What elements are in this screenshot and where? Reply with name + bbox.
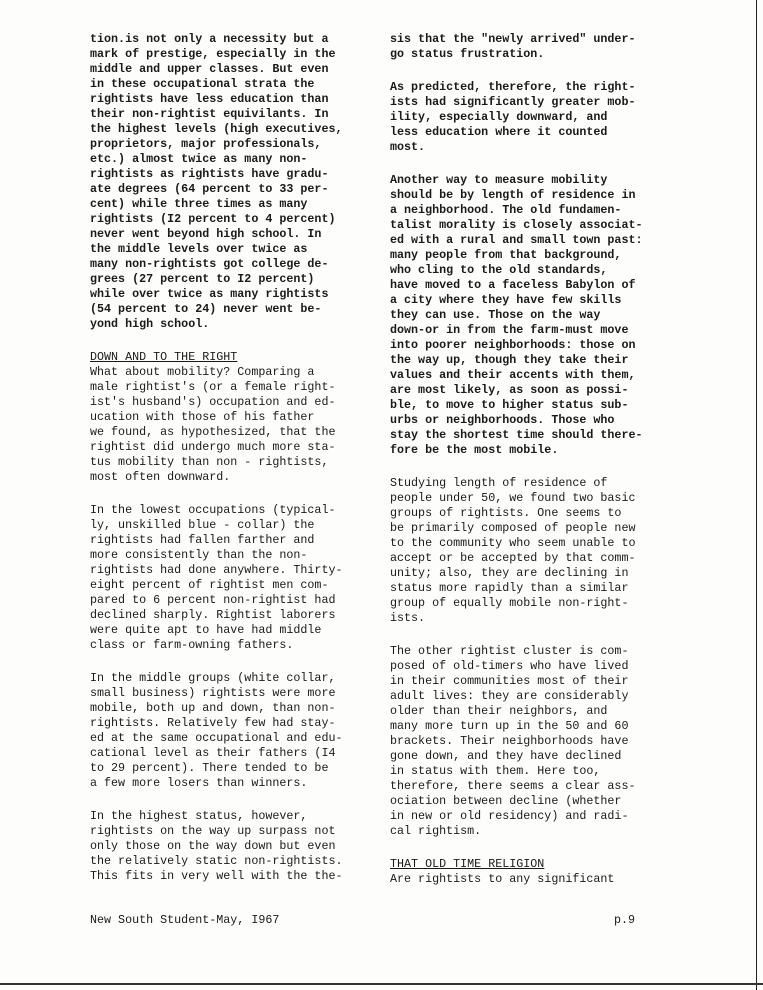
text-line: adult lives: they are considerably	[390, 689, 629, 703]
text-line: many non-rightists got college de-	[90, 257, 329, 271]
text-line: ists had significantly greater mob-	[390, 95, 636, 109]
text-line: ucation with those of his father	[90, 410, 315, 424]
text-line: older than their neighbors, and	[390, 704, 608, 718]
text-line: class or farm-owning fathers.	[90, 638, 294, 652]
text-line: group of equally mobile non-right-	[390, 596, 629, 610]
text-line: ate degrees (64 percent to 33 per-	[90, 182, 329, 196]
right-column	[390, 32, 652, 905]
right-paragraph-4	[390, 476, 652, 626]
text-line: (54 percent to 24) never went be-	[90, 302, 322, 316]
text-line: down-or in from the farm-must move	[390, 323, 629, 337]
text-line: into poorer neighborhoods: those on	[390, 338, 636, 352]
left-paragraph-4	[90, 671, 374, 791]
text-line: middle and upper classes. But even	[90, 62, 329, 76]
text-line: to the community who seem unable to	[390, 536, 636, 550]
text-line: ist's husband's) occupation and ed-	[90, 395, 336, 409]
text-line: groups of rightists. One seems to	[390, 506, 622, 520]
text-line: the highest levels (high executives,	[90, 122, 343, 136]
text-line: cal rightism.	[390, 824, 482, 838]
text-line: were quite apt to have had middle	[90, 623, 322, 637]
text-line: therefore, there seems a clear ass-	[390, 779, 636, 793]
text-line: only those on the way down but even	[90, 839, 336, 853]
text-line: the middle levels over twice as	[90, 242, 308, 256]
text-line: As predicted, therefore, the right-	[390, 80, 636, 94]
text-line: values and their accents with them,	[390, 368, 636, 382]
text-line: in new or old residency) and radi-	[390, 809, 629, 823]
text-line: urbs or neighborhoods. Those who	[390, 413, 615, 427]
text-line: tus mobility than non - rightists,	[90, 455, 329, 469]
text-line: posed of old-timers who have lived	[390, 659, 629, 673]
text-line: a few more losers than winners.	[90, 776, 308, 790]
right-paragraph-6	[390, 872, 652, 887]
text-line: ble, to move to higher status sub-	[390, 398, 629, 412]
text-line: mark of prestige, especially in the	[90, 47, 336, 61]
text-line: accept or be accepted by that comm-	[390, 551, 636, 565]
text-line: pared to 6 percent non-rightist had	[90, 593, 336, 607]
right-paragraph-5	[390, 644, 652, 839]
text-line: the way up, though they take their	[390, 353, 629, 367]
footer-page-number: p.9	[614, 913, 636, 927]
text-line: In the highest status, however,	[90, 809, 308, 823]
text-line: a city where they have few skills	[390, 293, 622, 307]
text-line: cent) while three times as many	[90, 197, 308, 211]
text-line: should be by length of residence in	[390, 188, 636, 202]
text-line: What about mobility? Comparing a	[90, 365, 315, 379]
text-line: gone down, and they have declined	[390, 749, 622, 763]
text-line: rightists on the way up surpass not	[90, 824, 336, 838]
left-paragraph-3	[90, 503, 374, 653]
page-edge-bottom	[0, 983, 763, 985]
section-heading-down-and-to-the-right: DOWN AND TO THE RIGHT	[90, 350, 238, 364]
text-line: many more turn up in the 50 and 60	[390, 719, 629, 733]
text-line: in status with them. Here too,	[390, 764, 601, 778]
text-line: less education where it counted	[390, 125, 608, 139]
left-paragraph-1	[90, 32, 374, 332]
text-line: This fits in very well with the the-	[90, 869, 343, 883]
text-line: ility, especially downward, and	[390, 110, 608, 124]
text-line: rightists (I2 percent to 4 percent)	[90, 212, 336, 226]
text-line: people under 50, we found two basic	[390, 491, 636, 505]
text-line: most often downward.	[90, 470, 231, 484]
text-line: have moved to a faceless Babylon of	[390, 278, 636, 292]
text-line: in their communities most of their	[390, 674, 629, 688]
text-line: they can use. Those on the way	[390, 308, 601, 322]
text-line: status more rapidly than a similar	[390, 581, 629, 595]
text-line: ed at the same occupational and edu-	[90, 731, 343, 745]
text-line: declined sharply. Rightist laborers	[90, 608, 336, 622]
text-line: In the lowest occupations (typical-	[90, 503, 336, 517]
text-line: cational level as their fathers (I4	[90, 746, 336, 760]
text-line: a neighborhood. The old fundamen-	[390, 203, 622, 217]
text-line: while over twice as many rightists	[90, 287, 329, 301]
footer-publication: New South Student-May, I967	[90, 913, 280, 927]
text-line: brackets. Their neighborhoods have	[390, 734, 629, 748]
text-line: who cling to the old standards,	[390, 263, 608, 277]
text-line: more consistently than the non-	[90, 548, 308, 562]
text-line: In the middle groups (white collar,	[90, 671, 336, 685]
text-line: Studying length of residence of	[390, 476, 608, 490]
text-line: ed with a rural and small town past:	[390, 233, 643, 247]
text-line: Another way to measure mobility	[390, 173, 608, 187]
text-line: tion.is not only a necessity but a	[90, 32, 329, 46]
text-line: fore be the most mobile.	[390, 443, 559, 457]
text-line: etc.) almost twice as many non-	[90, 152, 308, 166]
text-line: ists.	[390, 611, 426, 625]
text-line: Are rightists to any significant	[390, 872, 615, 886]
text-line: ociation between decline (whether	[390, 794, 622, 808]
text-line: talist morality is closely associat-	[390, 218, 643, 232]
text-line: rightist did undergo much more sta-	[90, 440, 336, 454]
text-line: The other rightist cluster is com-	[390, 644, 629, 658]
right-paragraph-3	[390, 173, 652, 458]
left-column	[90, 32, 374, 902]
text-line: we found, as hypothesized, that the	[90, 425, 336, 439]
text-line: never went beyond high school. In	[90, 227, 322, 241]
text-line: are most likely, as soon as possi-	[390, 383, 629, 397]
text-line: small business) rightists were more	[90, 686, 336, 700]
text-line: eight percent of rightist men com-	[90, 578, 329, 592]
page-edge-right	[756, 0, 757, 990]
text-line: the relatively static non-rightists.	[90, 854, 343, 868]
text-line: rightists have less education than	[90, 92, 329, 106]
text-line: mobile, both up and down, than non-	[90, 701, 336, 715]
text-line: unity; also, they are declining in	[390, 566, 629, 580]
text-line: rightists had done anywhere. Thirty-	[90, 563, 343, 577]
text-line: to 29 percent). There tended to be	[90, 761, 329, 775]
left-paragraph-5	[90, 809, 374, 884]
text-line: male rightist's (or a female right-	[90, 380, 336, 394]
right-paragraph-2	[390, 80, 652, 155]
text-line: in these occupational strata the	[90, 77, 315, 91]
text-line: go status frustration.	[390, 47, 545, 61]
section-heading-that-old-time-religion: THAT OLD TIME RELIGION	[390, 857, 545, 871]
text-line: many people from that background,	[390, 248, 622, 262]
text-line: ly, unskilled blue - collar) the	[90, 518, 315, 532]
text-line: sis that the "newly arrived" under-	[390, 32, 636, 46]
text-line: rightists as rightists have gradu-	[90, 167, 329, 181]
text-line: proprietors, major professionals,	[90, 137, 322, 151]
text-line: stay the shortest time should there-	[390, 428, 643, 442]
text-line: yond high school.	[90, 317, 210, 331]
text-line: rightists had fallen farther and	[90, 533, 315, 547]
text-line: their non-rightist equivilants. In	[90, 107, 329, 121]
right-paragraph-1	[390, 32, 652, 62]
text-line: be primarily composed of people new	[390, 521, 636, 535]
left-paragraph-2	[90, 365, 374, 485]
text-line: rightists. Relatively few had stay-	[90, 716, 336, 730]
text-line: most.	[390, 140, 426, 154]
text-line: grees (27 percent to I2 percent)	[90, 272, 315, 286]
